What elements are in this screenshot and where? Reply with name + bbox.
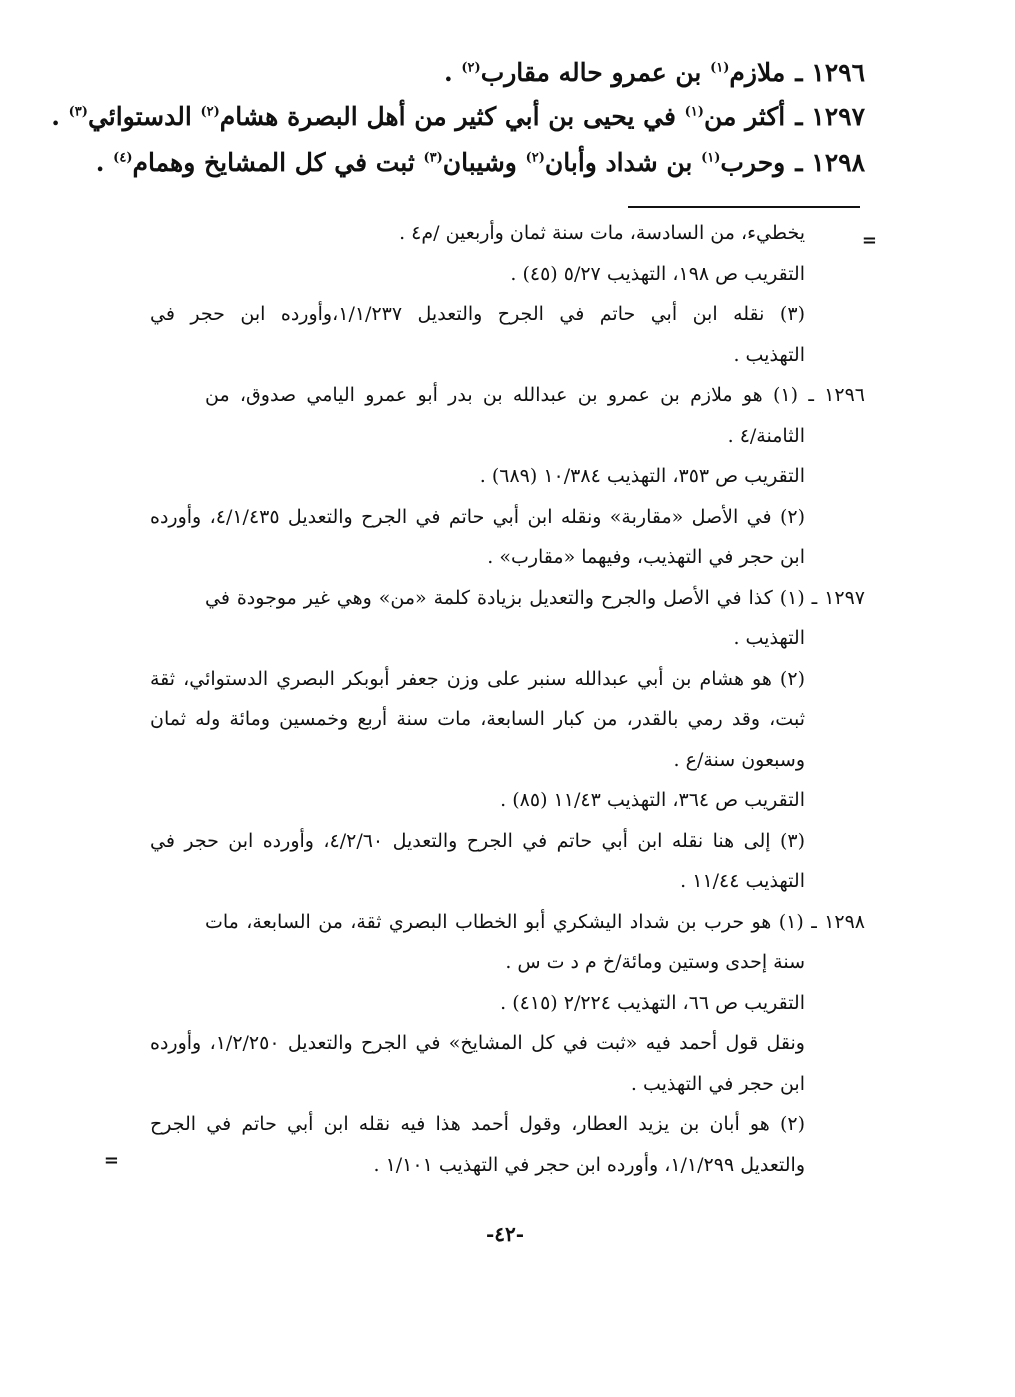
footnote-line: التقريب ص ٣٦٤، التهذيب ١١/٤٣ (٨٥) . — [500, 789, 805, 811]
footnote-line: (٣) إلى هنا نقله ابن أبي حاتم في الجرح والتعديل ٤/٢/٦٠، وأورده ابن حجر في — [150, 830, 805, 852]
footnote-line: (٣) نقله ابن أبي حاتم في الجرح والتعديل ١/١/٢٣٧،وأورده ابن حجر في — [150, 303, 805, 325]
page-number: -٤٢- — [485, 1222, 525, 1246]
footnote-ref: (١) — [684, 104, 704, 120]
continuation-mark-end: = — [103, 1150, 119, 1171]
footnote-ref: (٢) — [200, 104, 220, 120]
footnote-line: (٢) في الأصل «مقاربة» ونقله ابن أبي حاتم في الجرح والتعديل ٤/١/٤٣٥، وأورده — [150, 506, 805, 528]
footnote-line: التهذيب . — [733, 344, 805, 366]
footnote-line: ابن حجر في التهذيب . — [630, 1073, 805, 1095]
footnote-line: التهذيب . — [733, 627, 805, 649]
entry-number: ١٢٩٧ ـ — [795, 102, 865, 131]
footnote-line: ونقل قول أحمد فيه «ثبت في كل المشايخ» في الجرح والتعديل ١/٢/٢٥٠، وأورده — [150, 1032, 805, 1054]
footnote-line: التهذيب ١١/٤٤ . — [680, 870, 805, 892]
footnote-ref: (١) — [710, 60, 730, 76]
continuation-mark: = — [861, 230, 877, 251]
footnote-ref: (٢) — [525, 150, 545, 166]
footnote-line: يخطيء، من السادسة، مات سنة ثمان وأربعين /م٤ . — [399, 222, 805, 244]
footnote-line: التقريب ص ١٩٨، التهذيب ٥/٢٧ (٤٥) . — [510, 263, 805, 285]
footnote-ref: (٣) — [68, 104, 88, 120]
footnote-line: سنة إحدى وستين ومائة/خ م د ت س . — [505, 951, 805, 973]
footnote-line: وسبعون سنة/ع . — [673, 749, 805, 771]
main-line-1297: ١٢٩٧ ـأكثر من$^{(١)}$ في يحيى بن أبي كثير من أهل البصرة هشام$^{(٢)}$ الدستوائي$^{(٣)}$ . — [135, 94, 865, 140]
footnote-ref: (١) — [701, 150, 721, 166]
footnote-line: ١٢٩٨ ـ (١) هو حرب بن شداد اليشكري أبو الخطاب البصري ثقة، من السابعة، مات — [205, 911, 865, 933]
main-line-1296: ١٢٩٦ ـملازم$^{(١)}$ بن عمرو حاله مقارب$^{(٢)}$ . — [135, 50, 865, 96]
footnote-ref: (٢) — [461, 60, 481, 76]
footnote-ref: (٣) — [423, 150, 443, 166]
footnote-line: ١٢٩٦ ـ (١) هو ملازم بن عمرو بن عبدالله بن بدر أبو عمرو اليامي صدوق، من — [205, 384, 865, 406]
footnote-line: (٢) هو أبان بن يزيد العطار، وقول أحمد هذا فيه نقله ابن أبي حاتم في الجرح — [150, 1113, 805, 1135]
footnote-line: والتعديل ١/١/٢٩٩، وأورده ابن حجر في التهذيب ١/١٠١ . — [373, 1154, 805, 1176]
footnote-line: التقريب ص ٣٥٣، التهذيب ١٠/٣٨٤ (٦٨٩) . — [479, 465, 805, 487]
main-line-1298: ١٢٩٨ ـوحرب$^{(١)}$ بن شداد وأبان$^{(٢)}$ وشيبان$^{(٣)}$ ثبت في كل المشايخ وهمام$^{(٤)}$ . — [135, 140, 865, 186]
entry-number: ١٢٩٦ ـ — [795, 58, 865, 87]
footnote-separator — [628, 206, 860, 208]
footnote-line: ثبت، وقد رمي بالقدر، من كبار السابعة، مات سنة أربع وخمسين ومائة وله ثمان — [150, 708, 805, 730]
footnote-line: التقريب ص ٦٦، التهذيب ٢/٢٢٤ (٤١٥) . — [500, 992, 805, 1014]
footnote-line: ١٢٩٧ ـ (١) كذا في الأصل والجرح والتعديل بزيادة كلمة «من» وهي غير موجودة في — [205, 587, 865, 609]
footnote-line: الثامنة/٤ . — [727, 425, 805, 447]
footnote-ref: (٤) — [113, 150, 133, 166]
footnote-line: (٢) هو هشام بن أبي عبدالله سنبر على وزن جعفر أبوبكر البصري الدستوائي، ثقة — [150, 668, 805, 690]
entry-number: ١٢٩٨ ـ — [795, 148, 865, 177]
footnote-line: ابن حجر في التهذيب، وفيهما «مقارب» . — [487, 546, 805, 568]
